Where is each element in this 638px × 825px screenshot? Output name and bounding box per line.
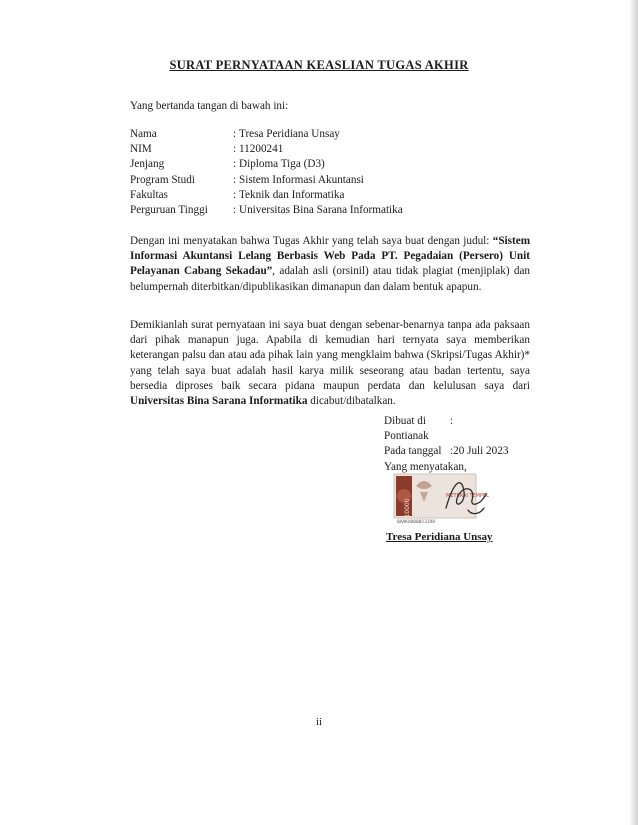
date-label: Pada tanggal [384,445,442,458]
field-colon: : [233,203,237,216]
field-row-nama [130,127,403,142]
intro-text: Yang bertanda tangan di bawah ini: [130,100,289,112]
page-number: ii [315,716,323,728]
stamp-label: METERAI TEMPEL [446,493,489,499]
field-label: Fakultas [130,188,168,201]
field-colon: : [233,143,237,156]
field-colon: : [233,173,237,186]
field-value: 11200241 [239,143,284,156]
field-colon: : [233,158,237,171]
field-label: Nama [130,128,157,140]
meterai-stamp-image [384,470,509,532]
field-row-perguruan-tinggi [130,203,403,218]
statement-rest: , adalah asli (orsinil) atau tidak plagiat (menjiplak) dan belumpernah diterbitkan/dipublikasikan dimanapun dan dalam bentuk apapun. [130,265,530,293]
place-value: Pontianak [384,430,429,443]
date-value: :20 Juli 2023 [450,445,509,458]
field-colon: : [233,188,237,201]
declaration-text: Demikianlah surat pernyataan ini saya buat dengan sebenar-benarnya tanpa ada paksaan dari pihak manapun juga. Apabila di kemudian hari ternyata saya memberikan keterangan palsu dan atau ada pihak lain yang mengklaim bahwa (Skripsi/Tugas Akhir)* yang telah saya buat adalah hasil karya milik seseorang atau badan tertentu, saya bersedia diproses baik secara pidana maupun perdata dan kelulusan saya dari [130,319,530,392]
document-title: SURAT PERNYATAAN KEASLIAN TUGAS AKHIR [169,58,469,72]
field-value: Universitas Bina Sarana Informatika [239,203,403,216]
field-row-program-studi [130,173,403,188]
statement-lead: Dengan ini menyatakan bahwa Tugas Akhir yang telah saya buat dengan judul: [130,235,490,247]
scan-edge-shadow [629,0,638,825]
field-value: Teknik dan Informatika [239,188,345,201]
stamp-serial: 0AAKX000053198 [397,520,435,525]
stamp-value: 10000 [404,498,411,518]
field-label: Jenjang [130,158,165,171]
identity-fields [130,127,403,218]
place-colon: : [450,415,454,427]
field-value: Diploma Tiga (D3) [239,158,325,171]
field-colon: : [233,128,237,140]
place-row [384,414,508,429]
declaration-paragraph [130,318,530,409]
field-row-nim [130,142,403,157]
statement-paragraph [130,234,530,295]
declaration-end: dicabut/dibatalkan. [307,395,396,408]
university-name: Universitas Bina Sarana Informatika [130,395,308,408]
field-row-jenjang [130,157,403,172]
date-row [384,444,508,459]
field-value: Tresa Peridiana Unsay [239,128,340,140]
thesis-title: “Sistem Informasi Akuntansi Lelang Berbasis Web Pada PT. Pegadaian (Persero) Unit Pelayanan Cabang Sekadau” [130,235,531,278]
place-label: Dibuat di [384,415,426,427]
signer-name: Tresa Peridiana Unsay [386,531,493,543]
field-value: Sistem Informasi Akuntansi [239,173,364,186]
field-label: NIM [130,143,152,156]
signature-block [384,414,508,475]
field-row-fakultas [130,188,403,203]
closing-text: Yang menyatakan, [384,460,467,473]
stamp-and-signature [384,470,509,532]
field-label: Perguruan Tinggi [130,203,208,216]
field-label: Program Studi [130,173,195,186]
